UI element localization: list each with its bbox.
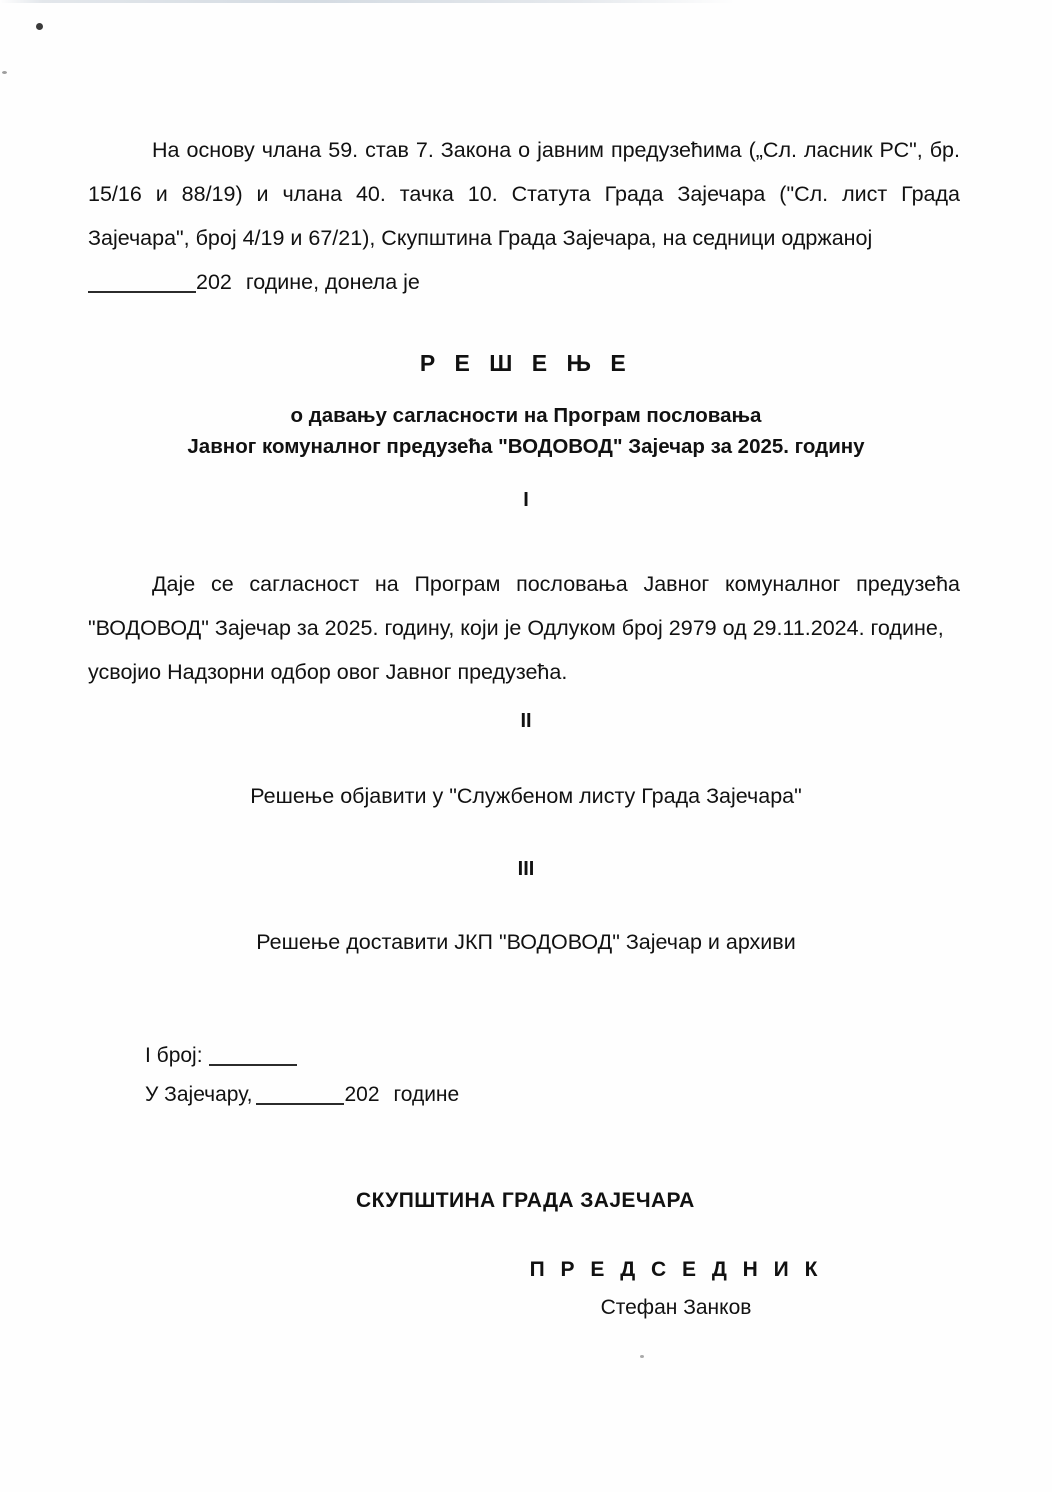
date-blank-rule — [88, 291, 196, 293]
section-numeral-iii: III — [517, 858, 535, 880]
scan-speck-icon — [640, 1355, 644, 1358]
document-number-label: I број: — [145, 1044, 203, 1067]
president-name: Стефан Занков — [600, 1296, 752, 1319]
section-iii-body: Решење доставити ЈКП "ВОДОВОД" Зајечар и архиви — [256, 930, 796, 954]
intro-line-3: Зајечара", број 4/19 и 67/21), Скупштина Града Зајечара, на седници одржаној — [88, 226, 873, 250]
document-number-line — [145, 1036, 459, 1075]
section-i-line-1: Даје се сагласност на Програм пословања Јавног комуналног предузећа — [152, 572, 960, 596]
section-i-body — [88, 562, 960, 694]
subtitle-line-2: Јавног комуналног предузећа "ВОДОВОД" Зајечар за 2025. годину — [187, 435, 865, 458]
document-year-suffix: године — [393, 1083, 460, 1106]
assembly-name: СКУПШТИНА ГРАДА ЗАЈЕЧАРА — [356, 1189, 695, 1212]
scan-speck-icon — [36, 23, 43, 30]
intro-date-line — [88, 260, 960, 304]
document-subtitle — [0, 400, 1052, 462]
document-number-blank-rule — [209, 1064, 297, 1066]
section-i-line-3: усвојио Надзорни одбор овог Јавног предузећа. — [88, 660, 568, 684]
section-i-line-2: "ВОДОВОД" Зајечар за 2025. годину, који је Одлуком број 2979 од 29.11.2024. године, — [88, 616, 944, 640]
intro-line-1: На основу члана 59. став 7. Закона о јавним предузећима („Сл. ласник РС", бр. — [152, 138, 960, 162]
scan-edge-artifact — [0, 0, 1052, 3]
section-numeral-i: I — [523, 489, 529, 511]
document-title: Р Е Ш Е Њ Е — [419, 350, 633, 376]
document-place-date-line — [145, 1075, 459, 1114]
section-numeral-ii: II — [520, 710, 532, 732]
scan-speck-icon — [2, 71, 7, 74]
intro-line-2: 15/16 и 88/19) и члана 40. тачка 10. Статута Града Зајечара ("Сл. лист Града — [88, 182, 960, 206]
footer-meta-block — [145, 1036, 459, 1114]
intro-line-4-tail: године, донела је — [245, 270, 420, 294]
document-place-label: У Зајечару, — [145, 1083, 253, 1106]
intro-year: 202 — [196, 270, 232, 294]
intro-paragraph — [88, 128, 960, 304]
document-date-blank-rule — [256, 1103, 344, 1105]
president-title: П Р Е Д С Е Д Н И К — [529, 1258, 823, 1281]
subtitle-line-1: о давању сагласности на Програм пословања — [290, 404, 762, 427]
document-year-prefix: 202 — [344, 1083, 380, 1106]
section-ii-body: Решење објавити у "Службеном листу Града Зајечара" — [250, 784, 802, 808]
